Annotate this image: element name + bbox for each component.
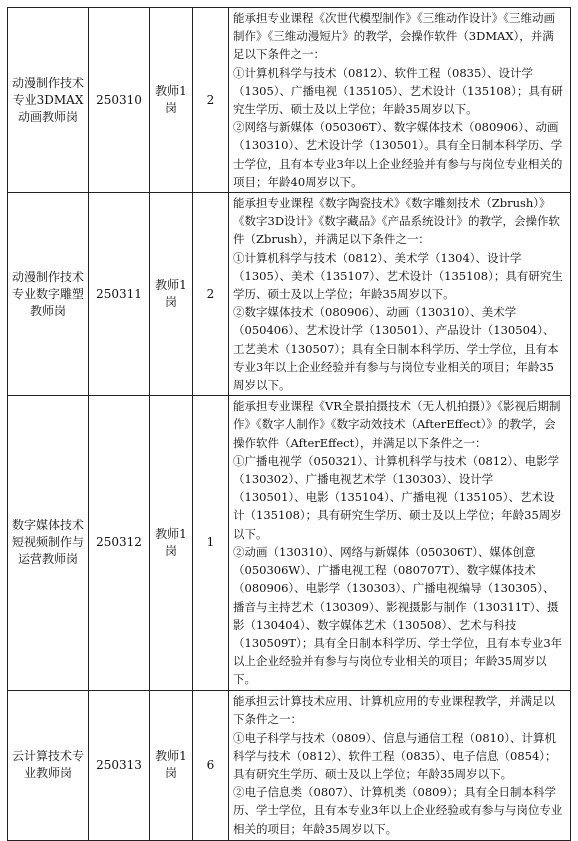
- requirements-cell: [229, 690, 571, 840]
- job-table: [7, 7, 571, 841]
- position-code: 250313: [89, 690, 150, 840]
- position-type: 教师1岗: [150, 396, 193, 690]
- hire-count: 1: [193, 396, 229, 690]
- position-type: 教师1岗: [150, 193, 193, 396]
- position-code: 250312: [89, 396, 150, 690]
- position-name: 动漫制作技术专业数字雕塑教师岗: [8, 193, 89, 396]
- requirement-text: 能承担专业课程《数字陶瓷技术》《数字雕刻技术（Zbrush）》《数字3D设计》《数字藏品》《产品系统设计》的教学，会操作软件（Zbrush），并满足以下条件之一：: [233, 196, 561, 247]
- requirement-text: ②网络与新媒体（050306T）、数字媒体技术（080906）、动画（130310）、艺术设计学（130501）。具有全日制本科学历、学士学位，且有本专业3年以上企业经验并有参与与岗位专业相关的项目；年龄40周岁以下。: [233, 120, 563, 189]
- position-type: 教师1岗: [150, 690, 193, 840]
- position-code: 250311: [89, 193, 150, 396]
- hire-count: 2: [193, 193, 229, 396]
- table-row: [8, 193, 571, 396]
- requirements-cell: [229, 396, 571, 690]
- hire-count: 6: [193, 690, 229, 840]
- requirement-text: ②电子信息类（0807）、计算机类（0809）；具有全日制本科学历、学士学位，且有本专业3年以上企业经验或有参与与岗位专业相关的项目；年龄35周岁以下。: [233, 785, 563, 836]
- position-type: 教师1岗: [150, 8, 193, 193]
- hire-count: 2: [193, 8, 229, 193]
- table-row: [8, 690, 571, 840]
- position-name: 云计算技术专业教师岗: [8, 690, 89, 840]
- position-code: 250310: [89, 8, 150, 193]
- requirement-text: 能承担专业课程《VR全景拍摄技术（无人机拍摄）》《影视后期制作》《数字人制作》《数字动效技术（AfterEffect）》的教学，会操作软件（AfterEffect），并满足以下条件之一：: [233, 399, 561, 450]
- requirement-text: 能承担云计算技术应用、计算机应用的专业课程教学，并满足以下条件之一：: [233, 694, 555, 727]
- position-name: 数字媒体技术短视频制作与运营教师岗: [8, 396, 89, 690]
- position-name: 动漫制作技术专业3DMAX动画教师岗: [8, 8, 89, 193]
- requirement-text: 能承担专业课程《次世代模型制作》《三维动作设计》《三维动画制作》《三维动漫短片》的教学，会操作软件（3DMAX），并满足以下条件之一：: [233, 11, 555, 62]
- table-row: [8, 8, 571, 193]
- requirement-text: ②动画（130310）、网络与新媒体（050306T）、媒体创意（050306W）、广播电视工程（080707T）、数字媒体技术（080906）、电影学（130303）、广播电视编导（130305）、播音与主持艺术（130309）、影视摄影与制作（130311T）、摄影（130404）、数字媒体艺术（130508）、艺术与科技（130509T）；具有全日制本科学历、学士学位，且有本专业3年以上企业经验并有参与与岗位专业相关的项目；年龄35周岁以下。: [233, 544, 563, 687]
- requirement-text: ①广播电视学（050321）、计算机科学与技术（0812）、电影学（130302）、广播电视艺术学（130303）、设计学（130501）、电影（135104）、广播电视（135105）、艺术设计（135108）；具有研究生学历、硕士及以上学位；年龄35周岁以下。: [233, 453, 562, 541]
- requirement-text: ①电子科学与技术（0809）、信息与通信工程（0810）、计算机科学与技术（0812）、软件工程（0835）、电子信息（0854）；具有研究生学历、硕士及以上学位；年龄35周岁以下。: [233, 730, 557, 782]
- requirement-text: ①计算机科学与技术（0812）、软件工程（0835）、设计学（1305）、广播电视（135105）、艺术设计（135108）；具有研究生学历、硕士及以上学位；年龄35周岁以下。: [233, 65, 563, 117]
- requirement-text: ②数字媒体技术（080906）、动画（130310）、美术学（050406）、艺术设计学（130501）、产品设计（130504）、工艺美术（130507）；具有全日制本科学历、学士学位，且有本专业3年以上企业经验并有参与与岗位专业相关的项目；年龄35周岁以下。: [233, 305, 559, 393]
- requirement-text: ①计算机科学与技术（0812）、美术学（1304）、设计学（1305）、美术（135107）、艺术设计（135108）；具有研究生学历、硕士及以上学位；年龄35周岁以下。: [233, 250, 563, 302]
- requirements-cell: [229, 193, 571, 396]
- requirements-cell: [229, 8, 571, 193]
- table-row: [8, 396, 571, 690]
